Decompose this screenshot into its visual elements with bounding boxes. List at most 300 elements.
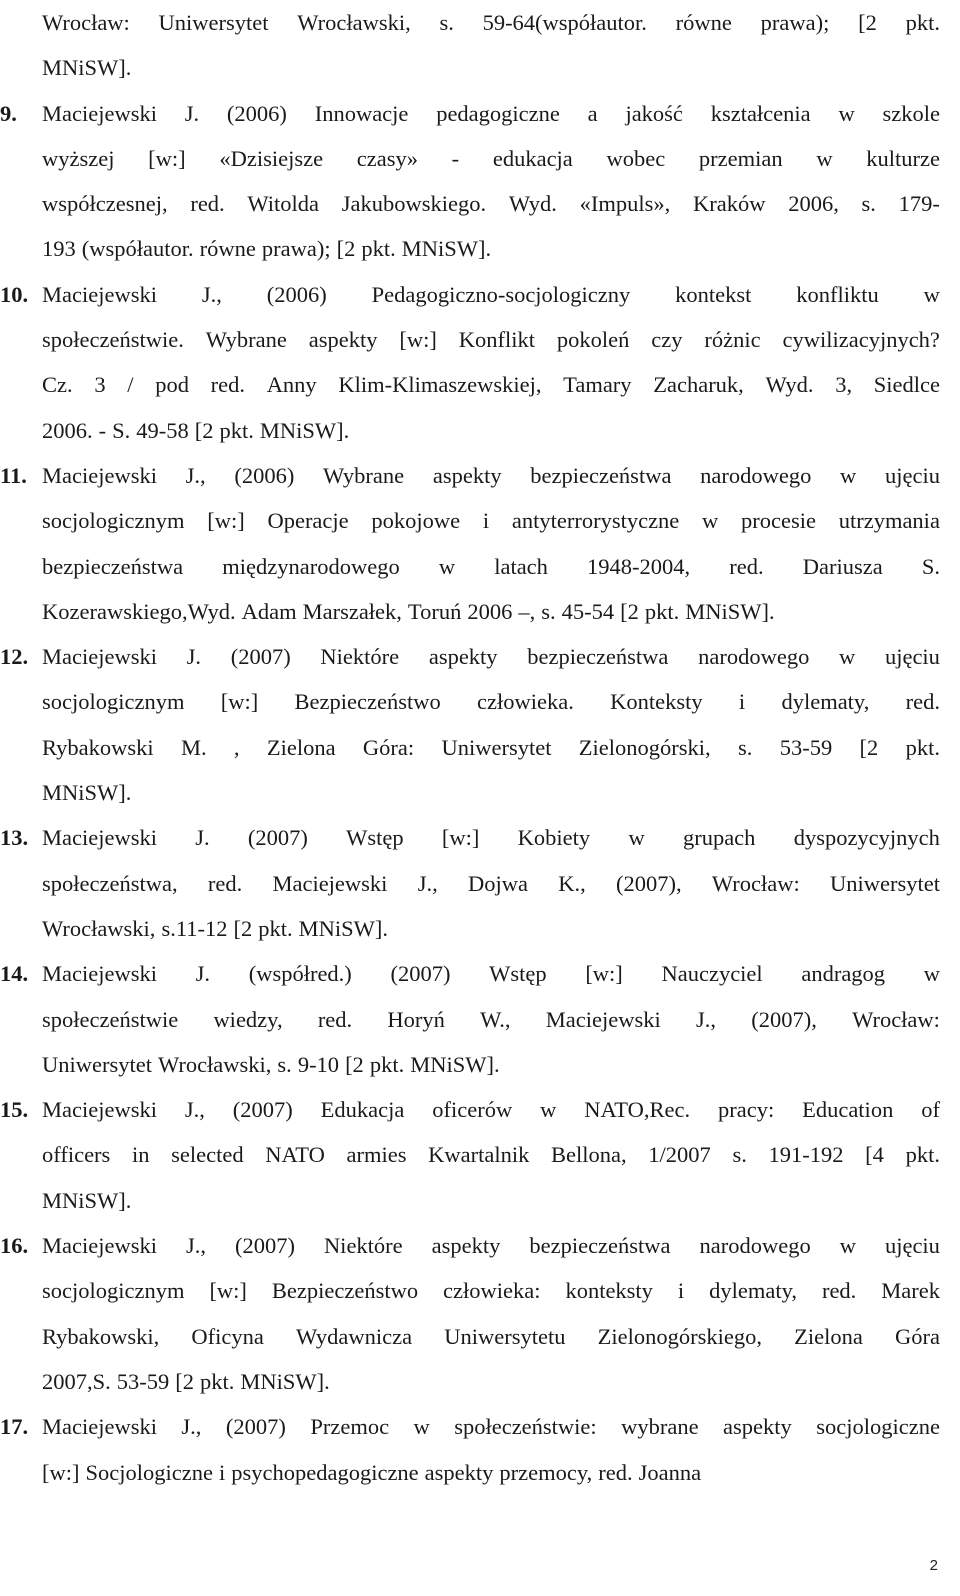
entry-line: [42, 1223, 940, 1268]
word: [2: [233, 915, 253, 941]
word: szkole: [882, 100, 940, 126]
word: -: [451, 145, 460, 171]
word: i: [738, 689, 746, 715]
word: S.: [112, 417, 131, 443]
word: w: [413, 1414, 430, 1440]
bibliography-entry: [0, 951, 940, 1087]
entry-line: [42, 725, 940, 770]
word: s.: [439, 10, 454, 35]
word: Rybakowski: [42, 734, 154, 760]
word: s.: [732, 1142, 747, 1168]
word: Witolda: [247, 191, 319, 217]
word: różnic: [704, 327, 761, 353]
word: (2007): [225, 1414, 286, 1440]
word: i: [677, 1278, 685, 1304]
word: MNiSW].: [42, 55, 132, 81]
word: w: [840, 462, 857, 488]
entry-number: 17.: [0, 1414, 29, 1440]
word: J.,: [185, 1233, 206, 1259]
word: in: [131, 1142, 150, 1168]
word: red.: [598, 1459, 633, 1485]
word: red.: [905, 689, 940, 715]
word: [w:]: [209, 1278, 247, 1304]
word: Kwartalnik: [428, 1142, 530, 1168]
word: Tamary: [563, 372, 632, 398]
word: pokojowe: [371, 508, 461, 534]
word: 193: [42, 236, 76, 262]
word: społeczeństwie:: [454, 1414, 597, 1440]
word: bezpieczeństwa: [42, 553, 184, 579]
word: Socjologiczne: [85, 1459, 213, 1485]
word: armies: [346, 1142, 407, 1168]
entry-line: [42, 815, 940, 860]
word: 3,: [835, 372, 853, 398]
word: J.,: [181, 1414, 202, 1440]
word: [w:]: [399, 327, 437, 353]
word: NATO,Rec.: [584, 1097, 691, 1123]
word: (2007): [232, 1097, 293, 1123]
word: Maciejewski: [42, 462, 157, 488]
entry-line: [42, 634, 940, 679]
word: –,: [518, 598, 536, 624]
word: w: [438, 553, 456, 579]
entry-line: [42, 272, 940, 317]
bibliography-entry: [0, 634, 940, 815]
entry-number: 14.: [0, 961, 29, 987]
word: [2: [859, 734, 879, 760]
word: pkt.: [369, 1051, 405, 1077]
word: selected: [171, 1142, 244, 1168]
bibliography-entry: [0, 91, 940, 272]
word: Niektóre: [320, 644, 400, 670]
word: red.: [190, 191, 225, 217]
entry-line: [42, 1132, 940, 1177]
word: Bezpieczeństwo: [294, 689, 441, 715]
word: Kozerawskiego,Wyd.: [42, 598, 236, 624]
word: dyspozycyjnych: [793, 825, 940, 851]
word: (2007): [234, 1233, 295, 1259]
word: [2: [336, 236, 356, 262]
word: Uniwersytet: [441, 734, 552, 760]
word: Zielonogórski,: [578, 734, 711, 760]
word: wobec: [606, 145, 666, 171]
entry-line: [42, 951, 940, 996]
word: (2006): [234, 462, 295, 488]
word: pkt.: [200, 1368, 235, 1394]
word: [4: [865, 1142, 884, 1168]
word: Wrocław:: [711, 870, 800, 896]
word: konfliktu: [796, 281, 879, 307]
word: s.: [541, 598, 556, 624]
entry-line: [42, 1087, 940, 1132]
word: Joanna: [638, 1459, 702, 1485]
word: i: [482, 508, 490, 534]
word: Dojwa: [467, 870, 528, 896]
word: pkt.: [361, 236, 396, 262]
word: red.: [210, 372, 245, 398]
entry-number: 12.: [0, 644, 29, 670]
entry-line: [42, 544, 940, 589]
entry-line: [42, 861, 940, 906]
bibliography-entry: [0, 272, 940, 453]
word: Marszałek,: [302, 598, 402, 624]
entry-line: [42, 317, 940, 362]
word: ujęciu: [884, 462, 940, 488]
word: w: [923, 281, 940, 307]
word: aspekty: [432, 462, 502, 488]
word: Kraków: [692, 191, 766, 217]
entry-line: [42, 997, 940, 1042]
word: kształcenia: [710, 100, 811, 126]
word: Maciejewski: [42, 825, 157, 851]
word: latach: [494, 553, 548, 579]
word: M.: [180, 734, 207, 760]
word: Góra: [894, 1323, 940, 1349]
word: 2006: [467, 598, 513, 624]
word: of: [921, 1097, 940, 1123]
word: psychopedagogiczne: [231, 1459, 419, 1485]
word: aspekty: [723, 1414, 792, 1440]
word: 1948-2004,: [587, 553, 691, 579]
word: 179-: [898, 191, 940, 217]
word: [2: [858, 10, 877, 35]
entry-number: 10.: [0, 281, 29, 307]
word: [2: [620, 598, 639, 624]
word: officers: [42, 1142, 111, 1168]
word: Maciejewski: [545, 1006, 661, 1032]
word: prawa);: [760, 10, 830, 35]
entry-line: [42, 453, 940, 498]
word: [w:]: [585, 961, 623, 987]
word: Toruń: [407, 598, 462, 624]
word: [2: [175, 1368, 195, 1394]
word: red.: [317, 1006, 353, 1032]
word: [2: [345, 1051, 364, 1077]
word: Wybrane: [205, 327, 287, 353]
word: red.: [207, 870, 243, 896]
word: [w:]: [441, 825, 480, 851]
word: w: [838, 100, 855, 126]
word: J.,: [201, 281, 222, 307]
word: (2007): [247, 825, 308, 851]
word: pkt.: [905, 10, 940, 35]
word: wiedzy,: [213, 1006, 283, 1032]
word: w: [816, 145, 833, 171]
entry-number: 15.: [0, 1097, 29, 1123]
word: Anny: [266, 372, 317, 398]
word: ujęciu: [884, 644, 940, 670]
word: socjologicznym: [42, 508, 185, 534]
word: w: [540, 1097, 557, 1123]
word: Maciejewski: [42, 1233, 157, 1259]
word: Wrocław:: [42, 10, 130, 35]
entry-number: 11.: [0, 462, 27, 488]
word: 53-59: [779, 734, 833, 760]
word: red.: [729, 553, 764, 579]
word: J.: [195, 825, 210, 851]
word: konteksty: [565, 1278, 653, 1304]
word: dylematy,: [781, 689, 870, 715]
word: kontekst: [675, 281, 752, 307]
word: s.: [277, 1051, 292, 1077]
word: pkt.: [258, 915, 293, 941]
entry-line: [42, 45, 940, 90]
word: narodowego: [698, 644, 810, 670]
word: Maciejewski: [42, 1097, 157, 1123]
word: międzynarodowego: [222, 553, 400, 579]
word: czasy»: [356, 145, 418, 171]
entry-number: 16.: [0, 1233, 29, 1259]
word: a: [587, 100, 598, 126]
word: s.: [737, 734, 753, 760]
word: społeczeństwa,: [42, 870, 178, 896]
word: wybrane: [621, 1414, 699, 1440]
word: MNiSW].: [298, 915, 388, 941]
word: K.,: [558, 870, 586, 896]
word: (współred.): [248, 961, 352, 987]
word: 49-58: [136, 417, 189, 443]
word: Maciejewski: [42, 281, 157, 307]
word: pedagogiczne: [436, 100, 560, 126]
word: 2006.: [42, 417, 93, 443]
word: jakość: [625, 100, 683, 126]
entry-line: [42, 362, 940, 407]
word: pkt.: [219, 417, 254, 443]
word: edukacja: [492, 145, 573, 171]
word: J.,: [417, 870, 438, 896]
entry-line: [42, 1314, 940, 1359]
word: aspekty: [308, 327, 378, 353]
word: Oficyna: [191, 1323, 264, 1349]
entry-line: [42, 0, 940, 45]
entry-line: [42, 1042, 940, 1087]
bibliography-entry: [0, 1087, 940, 1223]
word: pkt.: [905, 734, 940, 760]
word: Horyń: [387, 1006, 445, 1032]
word: MNiSW].: [240, 1368, 330, 1394]
word: aspekty: [424, 1459, 494, 1485]
word: (2006): [266, 281, 327, 307]
word: aspekty: [431, 1233, 501, 1259]
word: «Impuls»,: [579, 191, 671, 217]
word: 45-54: [561, 598, 615, 624]
word: Wyd.: [765, 372, 814, 398]
word: procesie: [741, 508, 816, 534]
word: Wrocław:: [852, 1006, 940, 1032]
word: Operacje: [267, 508, 349, 534]
word: J.: [195, 961, 211, 987]
word: oficerów: [432, 1097, 513, 1123]
word: 2006,: [788, 191, 839, 217]
word: [w:]: [207, 508, 245, 534]
word: MNiSW].: [401, 236, 492, 262]
word: S.: [921, 553, 940, 579]
word: J.: [186, 644, 202, 670]
word: Uniwersytet: [158, 10, 269, 35]
word: Adam: [241, 598, 297, 624]
word: Bellona,: [551, 1142, 627, 1168]
word: J.,: [696, 1006, 717, 1032]
word: wyższej: [42, 145, 115, 171]
word: Zielona: [794, 1323, 863, 1349]
word: społeczeństwie: [42, 1006, 179, 1032]
word: J.: [184, 100, 200, 126]
word: Wstęp: [346, 825, 404, 851]
word: s.11-12: [161, 915, 228, 941]
word: red.: [821, 1278, 857, 1304]
entry-line: [42, 226, 940, 271]
word: Maciejewski: [42, 1414, 157, 1440]
entry-line: [42, 1178, 940, 1223]
word: 3: [94, 372, 106, 398]
entry-line: [42, 770, 940, 815]
word: «Dzisiejsze: [219, 145, 324, 171]
word: czy: [651, 327, 683, 353]
word: Innowacje: [314, 100, 409, 126]
word: Wybrane: [323, 462, 405, 488]
word: i: [218, 1459, 226, 1485]
word: w: [839, 644, 856, 670]
word: MNiSW].: [42, 1187, 132, 1213]
word: Wyd.: [508, 191, 557, 217]
entry-line: [42, 181, 940, 226]
word: [w:]: [148, 145, 186, 171]
word: cywilizacyjnych?: [782, 327, 940, 353]
word: [2: [194, 417, 214, 443]
word: [w:]: [220, 689, 259, 715]
word: 191-192: [768, 1142, 844, 1168]
word: /: [127, 372, 134, 398]
word: (2007),: [751, 1006, 817, 1032]
word: (2007): [390, 961, 451, 987]
bibliography-entry: [0, 1404, 940, 1495]
word: Niektóre: [323, 1233, 403, 1259]
word: Rybakowski,: [42, 1323, 160, 1349]
entry-line: [42, 91, 940, 136]
word: (2007),: [616, 870, 682, 896]
word: bezpieczeństwa: [527, 644, 669, 670]
bibliography-entry: [42, 0, 940, 91]
word: andragog: [801, 961, 886, 987]
word: przemian: [698, 145, 783, 171]
word: w: [628, 825, 645, 851]
word: Maciejewski: [272, 870, 388, 896]
word: dylematy,: [709, 1278, 797, 1304]
word: narodowego: [699, 1233, 811, 1259]
word: grupach: [682, 825, 756, 851]
entry-line: [42, 1359, 940, 1404]
entry-line: [42, 906, 940, 951]
word: (2006): [226, 100, 287, 126]
word: pkt.: [644, 598, 680, 624]
word: Uniwersytet: [829, 870, 940, 896]
word: Uniwersytetu: [444, 1323, 566, 1349]
word: bezpieczeństwa: [529, 1233, 671, 1259]
word: socjologicznym: [42, 689, 185, 715]
page-number: 2: [929, 1557, 938, 1574]
word: pokoleń: [556, 327, 630, 353]
word: Zielona: [266, 734, 336, 760]
word: MNiSW].: [410, 1051, 500, 1077]
word: Education: [802, 1097, 894, 1123]
word: ujęciu: [884, 1233, 940, 1259]
word: w: [702, 508, 719, 534]
entry-number: 9.: [0, 100, 17, 126]
word: (2007): [230, 644, 291, 670]
word: antyterrorystyczne: [511, 508, 680, 534]
word: równe: [675, 10, 732, 35]
word: 59-64(współautor.: [482, 10, 647, 35]
word: -: [98, 417, 107, 443]
word: Konteksty: [610, 689, 703, 715]
word: Maciejewski: [42, 644, 157, 670]
word: 1/2007: [648, 1142, 711, 1168]
word: Zielonogórskiego,: [597, 1323, 762, 1349]
word: Góra:: [362, 734, 415, 760]
word: MNiSW].: [685, 598, 775, 624]
word: socjologiczne: [816, 1414, 940, 1440]
word: W.,: [480, 1006, 511, 1032]
word: Pedagogiczno-socjologiczny: [371, 281, 631, 307]
word: Wrocławski,: [157, 1051, 272, 1077]
word: Edukacja: [320, 1097, 405, 1123]
entry-line: [42, 1404, 940, 1449]
word: Jakubowskiego.: [341, 191, 487, 217]
word: ,: [233, 734, 240, 760]
word: współczesnej,: [42, 191, 168, 217]
entry-line: [42, 408, 940, 453]
word: w: [923, 961, 940, 987]
bibliography-entry: [0, 453, 940, 634]
word: prawa);: [261, 236, 331, 262]
word: Maciejewski: [42, 100, 157, 126]
word: Bezpieczeństwo: [271, 1278, 419, 1304]
word: Uniwersytet: [42, 1051, 152, 1077]
word: Wrocławski,: [297, 10, 411, 35]
word: Marek: [881, 1278, 940, 1304]
word: aspekty: [428, 644, 498, 670]
word: 2007,S.: [42, 1368, 111, 1394]
word: pkt.: [905, 1142, 940, 1168]
word: człowieka.: [477, 689, 574, 715]
word: Nauczyciel: [661, 961, 763, 987]
word: (współautor.: [81, 236, 194, 262]
word: 9-10: [297, 1051, 340, 1077]
entry-line: [42, 589, 940, 634]
entry-line: [42, 1450, 940, 1495]
word: przemocy,: [499, 1459, 593, 1485]
word: utrzymania: [838, 508, 940, 534]
word: Dariusza: [802, 553, 883, 579]
entry-number: 13.: [0, 825, 29, 851]
word: w: [839, 1233, 856, 1259]
entry-line: [42, 136, 940, 181]
word: bezpieczeństwa: [530, 462, 672, 488]
bibliography-entry: [0, 815, 940, 951]
word: J.,: [184, 1097, 205, 1123]
word: [w:]: [42, 1459, 80, 1485]
word: człowieka:: [443, 1278, 541, 1304]
word: NATO: [265, 1142, 325, 1168]
word: Wrocławski,: [42, 915, 156, 941]
word: 53-59: [116, 1368, 170, 1394]
word: Cz.: [42, 372, 73, 398]
word: Siedlce: [873, 372, 940, 398]
word: Konflikt: [458, 327, 535, 353]
word: Zacharuk,: [653, 372, 744, 398]
word: społeczeństwie.: [42, 327, 184, 353]
word: s.: [861, 191, 876, 217]
